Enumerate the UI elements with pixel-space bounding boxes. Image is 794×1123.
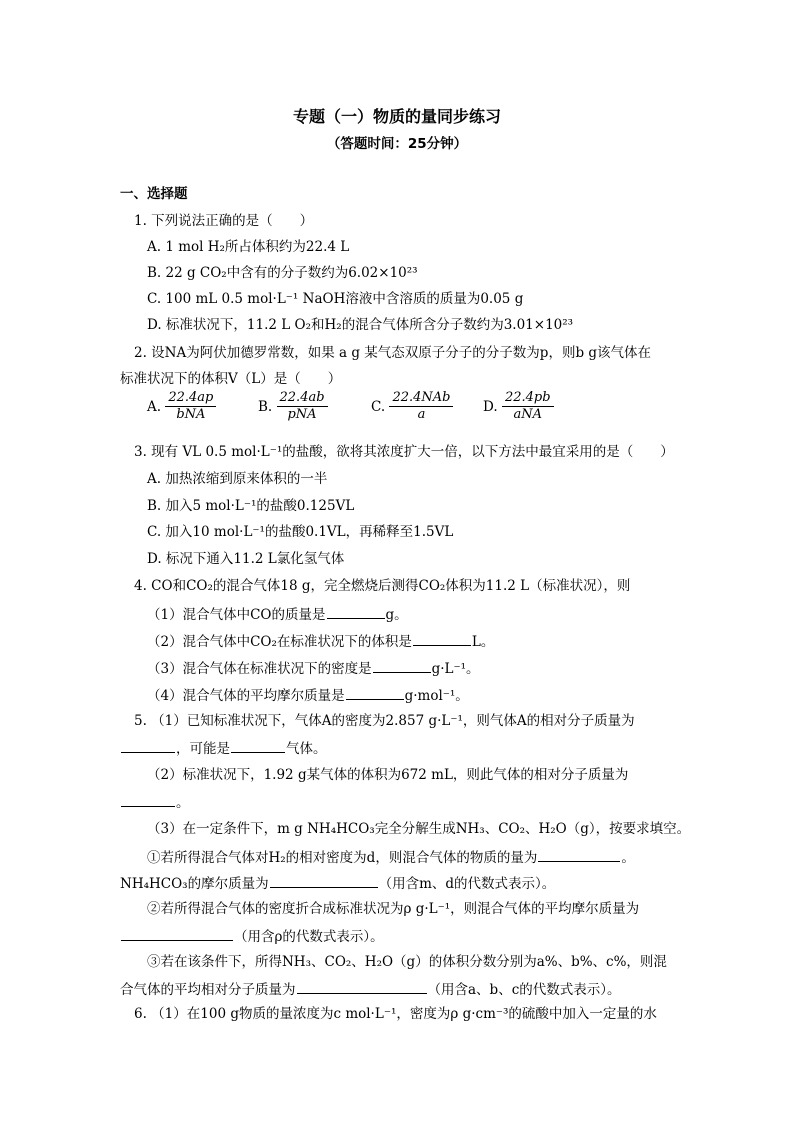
q5-sub-3-line1: ③若在该条件下，所得NH₃、CO₂、H₂O（g）的体积分数分别为a%、b%、c%，则混 <box>147 954 667 970</box>
q4-part-2-text: （2）混合气体中CO₂在标准状况下的体积是 <box>147 634 412 650</box>
answer-blank[interactable] <box>327 604 385 619</box>
q4-part-1-text: （1）混合气体中CO的质量是 <box>147 607 326 623</box>
fraction <box>502 390 554 423</box>
q1-option-d: D. 标准状况下，11.2 L O₂和H₂的混合气体所含分子数约为3.01×10²³ <box>147 317 574 333</box>
answer-blank[interactable] <box>270 873 378 888</box>
fraction-denominator: bNA <box>176 407 206 422</box>
q5-sub-1-text2: NH₄HCO₃的摩尔质量为 <box>120 876 269 892</box>
q5-sub-2-end: （用含ρ的代数式表示）。 <box>234 929 384 945</box>
q3-stem: 3. 现有 VL 0.5 mol·L⁻¹的盐酸，欲将其浓度扩大一倍，以下方法中最宜采用的是（ ） <box>134 444 674 460</box>
q4-part-3-text: （3）混合气体在标准状况下的密度是 <box>147 661 372 677</box>
q4-part-1-unit: g。 <box>385 607 408 623</box>
q4-part-4 <box>147 685 469 705</box>
q6-stem: 6. （1）在100 g物质的量浓度为c mol·L⁻¹，密度为ρ g·cm⁻³的硫酸中加入一定量的水 <box>134 1006 657 1022</box>
fraction <box>165 390 216 423</box>
answer-blank[interactable] <box>297 979 427 994</box>
fraction-denominator: pNA <box>287 407 317 422</box>
page-subtitle: （答题时间：25分钟） <box>326 136 468 152</box>
answer-blank[interactable] <box>231 738 285 753</box>
q1-option-c: C. 100 mL 0.5 mol·L⁻¹ NaOH溶液中含溶质的质量为0.05 g <box>147 291 524 307</box>
q5-sub-1-end: 。 <box>621 850 635 866</box>
q4-stem: 4. CO和CO₂的混合气体18 g，完全燃烧后测得CO₂体积为11.2 L（标准状况），则 <box>134 578 631 594</box>
q2-option-label: C. <box>371 398 386 415</box>
fraction <box>389 390 453 423</box>
q5-sub-2-line2 <box>120 926 384 946</box>
fraction-numerator: 22.4ab <box>277 390 328 407</box>
q2-option-label: D. <box>483 398 498 415</box>
fraction <box>277 390 328 423</box>
q2-option-a <box>147 390 216 423</box>
q4-part-3-unit: g·L⁻¹。 <box>431 661 480 677</box>
q5-sub-1-text: ①若所得混合气体对H₂的相对密度为d，则混合气体的物质的量为 <box>147 850 538 866</box>
q2-option-d <box>483 390 554 423</box>
q2-stem-line2: 标准状况下的体积V（L）是（ ） <box>120 371 342 387</box>
q4-part-2 <box>147 631 494 651</box>
q5-sub-1-end2: （用含m、d的代数式表示）。 <box>378 876 556 892</box>
fraction-numerator: 22.4ap <box>165 390 216 407</box>
answer-blank[interactable] <box>373 658 431 673</box>
fraction-numerator: 22.4pb <box>502 390 554 407</box>
fraction-numerator: 22.4NAb <box>389 390 453 407</box>
q5-sub-2-line1: ②若所得混合气体的密度折合成标准状况为ρ g·L⁻¹，则混合气体的平均摩尔质量为 <box>147 901 640 917</box>
q5-sub-3-line2 <box>120 979 621 999</box>
q1-stem: 1. 下列说法正确的是（ ） <box>134 213 314 229</box>
q5-part-2-line1: （2）标准状况下，1.92 g某气体的体积为672 mL，则此气体的相对分子质量为 <box>147 767 629 783</box>
q2-stem-line1: 2. 设NA为阿伏加德罗常数，如果 a g 某气态双原子分子的分子数为p，则b g该气体在 <box>134 345 652 361</box>
q1-option-a: A. 1 mol H₂所占体积约为22.4 L <box>147 239 350 255</box>
q4-part-1 <box>147 604 408 624</box>
q4-part-4-text: （4）混合气体的平均摩尔质量是 <box>147 688 345 704</box>
q2-option-b <box>258 390 328 423</box>
q5-part-1-mid: ，可能是 <box>176 741 230 757</box>
q3-option-a: A. 加热浓缩到原来体积的一半 <box>147 471 328 487</box>
q5-part-1-line1: 5. （1）已知标准状况下，气体A的密度为2.857 g·L⁻¹，则气体A的相对分子质量为 <box>134 713 635 729</box>
q4-part-4-unit: g·mol⁻¹。 <box>404 688 469 704</box>
q5-part-1-line2 <box>120 738 327 758</box>
q3-option-b: B. 加入5 mol·L⁻¹的盐酸0.125VL <box>147 498 355 514</box>
q5-sub-1-line1 <box>147 847 635 867</box>
answer-blank[interactable] <box>346 685 404 700</box>
q3-option-d: D. 标况下通入11.2 L氯化氢气体 <box>147 551 345 567</box>
section-heading: 一、选择题 <box>120 186 188 202</box>
q5-part-1-end: 气体。 <box>286 741 327 757</box>
q4-part-2-unit: L。 <box>471 634 495 650</box>
q5-sub-1-line2 <box>120 873 555 893</box>
fraction-denominator: a <box>417 407 426 422</box>
q5-sub-3-end: （用含a、b、c的代数式表示）。 <box>427 982 621 998</box>
q1-option-b: B. 22 g CO₂中含有的分子数约为6.02×10²³ <box>147 265 418 281</box>
q2-option-label: B. <box>258 398 273 415</box>
answer-blank[interactable] <box>121 926 233 941</box>
q5-sub-3-text: 合气体的平均相对分子质量为 <box>120 982 296 998</box>
answer-blank[interactable] <box>413 631 471 646</box>
fraction-denominator: aNA <box>513 407 542 422</box>
page-title: 专题（一）物质的量同步练习 <box>292 107 501 126</box>
answer-blank[interactable] <box>538 847 620 862</box>
q5-part-3: （3）在一定条件下，m g NH₄HCO₃完全分解生成NH₃、CO₂、H₂O（g），按要求填空。 <box>147 821 691 837</box>
q4-part-3 <box>147 658 480 678</box>
q5-part-2-line2 <box>120 792 190 812</box>
q5-part-2-end: 。 <box>176 795 190 811</box>
q2-option-label: A. <box>147 398 162 415</box>
answer-blank[interactable] <box>121 738 175 753</box>
q2-option-c <box>371 390 453 423</box>
answer-blank[interactable] <box>121 792 175 807</box>
q3-option-c: C. 加入10 mol·L⁻¹的盐酸0.1VL，再稀释至1.5VL <box>147 524 454 540</box>
